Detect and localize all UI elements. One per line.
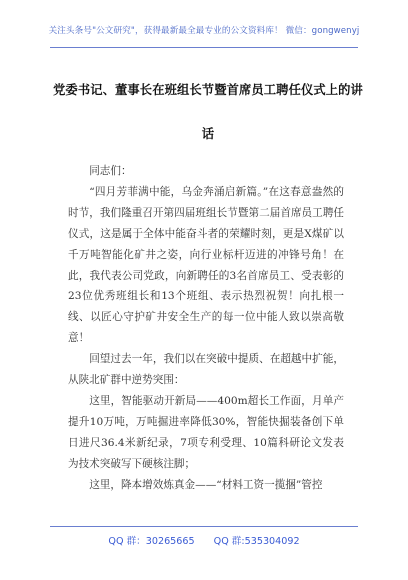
document-body xyxy=(68,161,344,496)
body-paragraph: 回望过去一年，我们以在突破中提质、在超越中扩能，从陕北矿群中逆势突围： xyxy=(68,353,344,387)
body-paragraph: 这里，智能驱动开新局——400m超长工作面，月单产提升10万吨，万吨掘进率降低30%，智能快掘装备创下单日进尺36.4米新纪录，7项专利受理、10篇科研论文发表为技术突破写下硬核注脚； xyxy=(68,394,344,470)
document-title-line-1: 党委书记、董事长在班组长节暨首席员工聘任仪式上的讲 xyxy=(53,82,363,97)
footer-divider xyxy=(50,526,358,527)
header-divider xyxy=(50,47,358,48)
footer-qq-group-2: QQ 群:535304092 xyxy=(213,536,300,547)
salutation: 同志们： xyxy=(89,165,132,177)
footer-contact xyxy=(0,533,408,547)
document-title-line-2: 话 xyxy=(201,126,215,141)
footer-qq-group-1: QQ 群：30265665 xyxy=(108,536,195,547)
body-paragraph: 这里，降本增效炼真金——“材料工资一揽捆”管控 xyxy=(89,478,323,491)
body-paragraph: “四月芳菲满中能，乌金奔涌启新篇。”在这春意盎然的时节，我们隆重召开第四届班组长节暨第二届首席员工聘任仪式，这是属于全体中能奋斗者的荣耀时刻，更是X煤矿以千万吨智能化矿井之姿，向行业标杆迈进的冲锋号角！在此，我代表公司党政，向新聘任的3名首席员工、受表彰的23位优秀班组长和13个班组、表示热烈祝贺！向扎根一线、以匠心守护矿井安全生产的每一位中能人致以崇高敬意！ xyxy=(68,185,344,345)
header-promo-note: 关注头条号"公文研究"，获得最新最全最专业的公文资料库！ 微信：gongwenyj xyxy=(48,26,360,36)
